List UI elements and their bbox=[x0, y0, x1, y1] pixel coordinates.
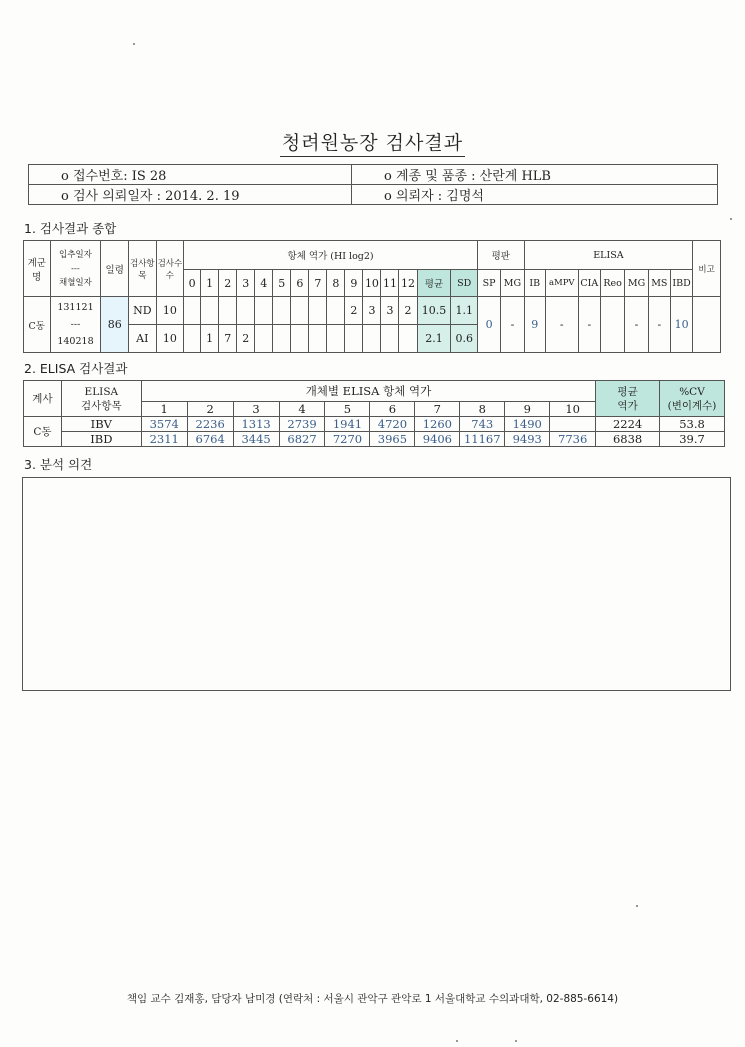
titer-cell: 2 bbox=[237, 325, 255, 353]
elisa-col: IBD bbox=[670, 270, 692, 297]
elisa-header: ELISA bbox=[524, 241, 693, 270]
titer-col: 8 bbox=[327, 270, 345, 297]
group-header: 계사 bbox=[24, 381, 62, 417]
sample-col: 1 bbox=[141, 402, 187, 417]
elisa-cell: 10 bbox=[670, 297, 692, 353]
titer-cell: 2 bbox=[399, 297, 417, 325]
titer-col: 12 bbox=[399, 270, 417, 297]
titer-cell bbox=[381, 325, 399, 353]
titer-col: 11 bbox=[381, 270, 399, 297]
elisa-cell: - bbox=[578, 297, 600, 353]
titer-header: 항체 역가 (HI log2) bbox=[184, 241, 478, 270]
titer-cell bbox=[273, 297, 291, 325]
value-cell bbox=[550, 417, 596, 432]
titer-cell bbox=[201, 297, 219, 325]
titer-cell: 2 bbox=[345, 297, 363, 325]
mean-cell: 2224 bbox=[596, 417, 660, 432]
scan-speck bbox=[636, 905, 638, 907]
group-cell: C동 bbox=[24, 417, 62, 447]
elisa-cell: 9 bbox=[524, 297, 545, 353]
cv-cell: 53.8 bbox=[660, 417, 725, 432]
remark-cell bbox=[693, 297, 721, 353]
value-cell: 11167 bbox=[460, 432, 505, 447]
sample-col: 4 bbox=[279, 402, 325, 417]
section2-heading: 2. ELISA 검사결과 bbox=[24, 361, 128, 376]
table-row bbox=[24, 417, 725, 432]
table-row bbox=[24, 297, 721, 325]
age-cell: 86 bbox=[101, 297, 129, 353]
sd-cell: 1.1 bbox=[451, 297, 478, 325]
titer-cell bbox=[309, 297, 327, 325]
elisa-cell: - bbox=[625, 297, 648, 353]
sample-col: 5 bbox=[325, 402, 370, 417]
receipt-number: o 접수번호: IS 28 bbox=[29, 165, 352, 185]
elisa-col: CIA bbox=[578, 270, 600, 297]
info-table bbox=[28, 164, 718, 205]
titer-col: 1 bbox=[201, 270, 219, 297]
titer-header: 개체별 ELISA 항체 역가 bbox=[141, 381, 595, 402]
titer-cell bbox=[273, 325, 291, 353]
value-cell: 6827 bbox=[279, 432, 325, 447]
scan-speck bbox=[515, 1040, 517, 1042]
breed: o 계종 및 품종 : 산란계 HLB bbox=[352, 165, 718, 185]
test-item-cell: ND bbox=[129, 297, 157, 325]
value-cell: 3445 bbox=[233, 432, 279, 447]
cv-cell: 39.7 bbox=[660, 432, 725, 447]
elisa-cell: - bbox=[648, 297, 670, 353]
scan-speck bbox=[730, 218, 732, 220]
value-cell: 1260 bbox=[415, 417, 460, 432]
titer-cell bbox=[184, 325, 201, 353]
sample-col: 10 bbox=[550, 402, 596, 417]
titer-col: 0 bbox=[184, 270, 201, 297]
mean-cell: 6838 bbox=[596, 432, 660, 447]
opinion-box bbox=[22, 477, 731, 691]
value-cell: 2739 bbox=[279, 417, 325, 432]
titer-cell bbox=[291, 325, 309, 353]
elisa-cell: - bbox=[545, 297, 578, 353]
dates-cell: 131121 --- 140218 bbox=[50, 297, 101, 353]
titer-cell bbox=[291, 297, 309, 325]
titer-cell bbox=[399, 325, 417, 353]
titer-cell bbox=[255, 297, 273, 325]
table-row bbox=[24, 432, 725, 447]
value-cell: 1490 bbox=[505, 417, 550, 432]
test-item-header: 검사항목 bbox=[129, 241, 157, 297]
titer-cell bbox=[345, 325, 363, 353]
elisa-col: Reo bbox=[600, 270, 624, 297]
value-cell: 1313 bbox=[233, 417, 279, 432]
judge-col: MG bbox=[501, 270, 524, 297]
sample-col: 7 bbox=[415, 402, 460, 417]
section1-heading: 1. 검사결과 종합 bbox=[24, 221, 117, 236]
value-cell: 3965 bbox=[370, 432, 415, 447]
titer-cell: 1 bbox=[201, 325, 219, 353]
mean-cell: 10.5 bbox=[417, 297, 451, 325]
remark-header: 비고 bbox=[693, 241, 721, 297]
judgement-header: 평판 bbox=[477, 241, 524, 270]
sample-col: 8 bbox=[460, 402, 505, 417]
sample-col: 2 bbox=[187, 402, 233, 417]
titer-cell: 3 bbox=[363, 297, 381, 325]
titer-col: 10 bbox=[363, 270, 381, 297]
titer-col: 7 bbox=[309, 270, 327, 297]
titer-cell: 3 bbox=[381, 297, 399, 325]
mean-header: 평균 역가 bbox=[596, 381, 660, 417]
elisa-col: MG bbox=[625, 270, 648, 297]
value-cell: 4720 bbox=[370, 417, 415, 432]
titer-cell bbox=[255, 325, 273, 353]
dates-header: 입추일자 --- 채혈일자 bbox=[50, 241, 101, 297]
titer-cell bbox=[309, 325, 327, 353]
titer-cell bbox=[327, 297, 345, 325]
titer-col: 2 bbox=[219, 270, 237, 297]
sd-cell: 0.6 bbox=[451, 325, 478, 353]
judge-cell: 0 bbox=[477, 297, 500, 353]
elisa-table bbox=[23, 380, 725, 447]
item-cell: IBD bbox=[61, 432, 141, 447]
judge-cell: - bbox=[501, 297, 524, 353]
item-header: ELISA 검사항목 bbox=[61, 381, 141, 417]
value-cell: 7736 bbox=[550, 432, 596, 447]
titer-cell bbox=[363, 325, 381, 353]
value-cell: 2311 bbox=[141, 432, 187, 447]
value-cell: 7270 bbox=[325, 432, 370, 447]
titer-col: 9 bbox=[345, 270, 363, 297]
summary-table bbox=[23, 240, 721, 353]
titer-col: 4 bbox=[255, 270, 273, 297]
value-cell: 2236 bbox=[187, 417, 233, 432]
titer-col: 6 bbox=[291, 270, 309, 297]
count-cell: 10 bbox=[156, 325, 184, 353]
test-item-cell: AI bbox=[129, 325, 157, 353]
count-cell: 10 bbox=[156, 297, 184, 325]
judge-col: SP bbox=[477, 270, 500, 297]
age-header: 일령 bbox=[101, 241, 129, 297]
titer-cell bbox=[184, 297, 201, 325]
scan-speck bbox=[133, 43, 135, 45]
value-cell: 743 bbox=[460, 417, 505, 432]
sample-count-header: 검사수수 bbox=[156, 241, 184, 297]
titer-cell bbox=[327, 325, 345, 353]
titer-cell bbox=[219, 297, 237, 325]
sample-col: 9 bbox=[505, 402, 550, 417]
titer-col: 5 bbox=[273, 270, 291, 297]
sample-col: 3 bbox=[233, 402, 279, 417]
value-cell: 1941 bbox=[325, 417, 370, 432]
section3-heading: 3. 분석 의견 bbox=[24, 457, 93, 472]
group-header: 계군명 bbox=[24, 241, 51, 297]
titer-cell: 7 bbox=[219, 325, 237, 353]
value-cell: 9493 bbox=[505, 432, 550, 447]
page-title: 청려원농장 검사결과 bbox=[0, 128, 745, 155]
request-date: o 검사 의뢰일자 : 2014. 2. 19 bbox=[29, 185, 352, 205]
value-cell: 6764 bbox=[187, 432, 233, 447]
cv-header: %CV (변이계수) bbox=[660, 381, 725, 417]
titer-cell bbox=[237, 297, 255, 325]
requester: o 의뢰자 : 김명석 bbox=[352, 185, 718, 205]
elisa-col: IB bbox=[524, 270, 545, 297]
value-cell: 9406 bbox=[415, 432, 460, 447]
sample-col: 6 bbox=[370, 402, 415, 417]
sd-header: SD bbox=[451, 270, 478, 297]
titer-col: 3 bbox=[237, 270, 255, 297]
elisa-col: aMPV bbox=[545, 270, 578, 297]
group-cell: C동 bbox=[24, 297, 51, 353]
footer-contact: 책임 교수 김재홍, 담당자 남미경 (연락처 : 서울시 관악구 관악로 1 서울대학교 수의과대학, 02-885-6614) bbox=[126, 993, 619, 1005]
elisa-cell bbox=[600, 297, 624, 353]
mean-header: 평균 bbox=[417, 270, 451, 297]
mean-cell: 2.1 bbox=[417, 325, 451, 353]
item-cell: IBV bbox=[61, 417, 141, 432]
scan-speck bbox=[456, 1040, 458, 1042]
value-cell: 3574 bbox=[141, 417, 187, 432]
elisa-col: MS bbox=[648, 270, 670, 297]
